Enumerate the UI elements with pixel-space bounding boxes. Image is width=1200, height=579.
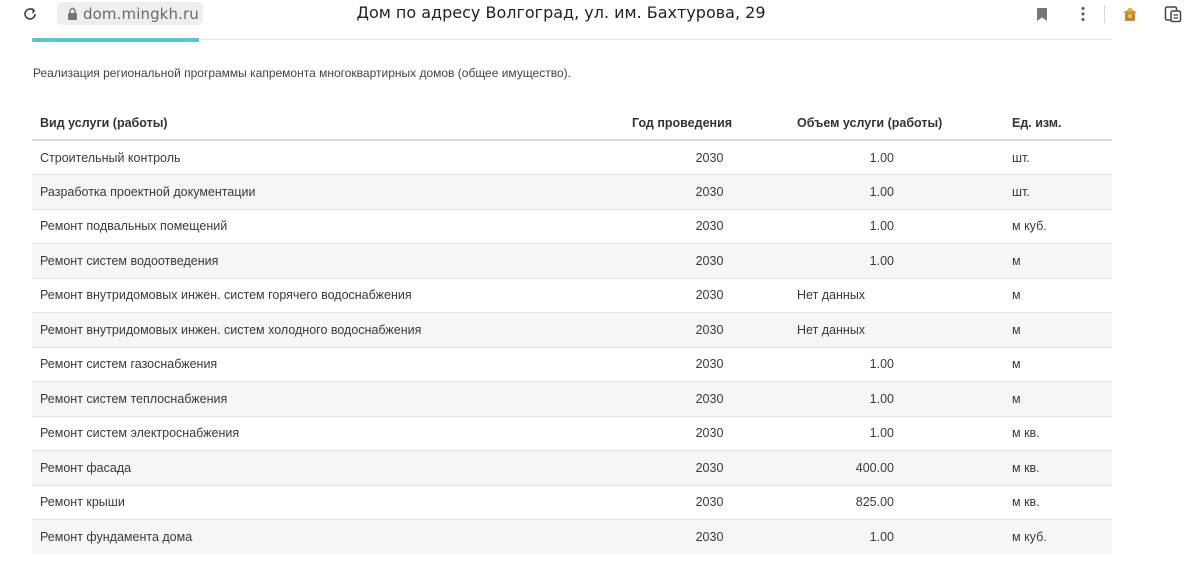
header-year: Год проведения [592, 106, 768, 140]
address-bar[interactable] [57, 2, 203, 25]
menu-dots-icon[interactable] [1072, 3, 1094, 25]
cell-volume-container [768, 451, 990, 486]
lock-icon [61, 7, 83, 21]
cell-unit: м [990, 278, 1112, 313]
side-panel-icon[interactable] [1162, 3, 1184, 25]
cell-year: 2030 [592, 347, 768, 382]
table-row [32, 347, 1112, 382]
browser-toolbar [0, 0, 1200, 28]
cell-volume: Нет данных [797, 322, 866, 337]
section-title: Реализация региональной программы капремонта многоквартирных домов (общее имущество). [33, 66, 571, 80]
cell-unit: м [990, 382, 1112, 417]
table-row [32, 278, 1112, 313]
bookmark-icon[interactable] [1031, 3, 1053, 25]
cell-volume-container [768, 520, 990, 555]
cell-volume-container [768, 347, 990, 382]
cell-year: 2030 [592, 313, 768, 348]
table-header-row [32, 106, 1112, 140]
table-row [32, 140, 1112, 175]
cell-year: 2030 [592, 278, 768, 313]
cell-service: Ремонт систем газоснабжения [32, 347, 592, 382]
header-unit: Ед. изм. [990, 106, 1112, 140]
page-title: Дом по адресу Волгоград, ул. им. Бахтурова, 29 [356, 3, 766, 22]
cell-volume-container [768, 313, 990, 348]
header-volume: Объем услуги (работы) [768, 106, 990, 140]
cell-service: Ремонт систем водоотведения [32, 244, 592, 279]
cell-volume: 825.00 [855, 495, 894, 510]
cell-unit: м кв. [990, 485, 1112, 520]
cell-year: 2030 [592, 175, 768, 210]
cell-volume: 400.00 [855, 460, 894, 475]
cell-unit: м кв. [990, 451, 1112, 486]
cell-year: 2030 [592, 485, 768, 520]
cell-year: 2030 [592, 382, 768, 417]
cell-service: Ремонт подвальных помещений [32, 209, 592, 244]
cell-volume-container [768, 175, 990, 210]
cell-volume: 1.00 [869, 530, 894, 544]
table-row [32, 485, 1112, 520]
cell-volume: 1.00 [869, 426, 894, 441]
cell-year: 2030 [592, 244, 768, 279]
extension-icon[interactable] [1119, 3, 1141, 25]
cell-unit: м [990, 313, 1112, 348]
cell-service: Ремонт систем электроснабжения [32, 416, 592, 451]
table-body [32, 140, 1112, 554]
cell-volume-container [768, 244, 990, 279]
cell-service: Ремонт систем теплоснабжения [32, 382, 592, 417]
cell-volume-container [768, 140, 990, 175]
cell-volume: Нет данных [797, 288, 866, 303]
active-tab-indicator [32, 38, 199, 42]
cell-unit: м куб. [990, 520, 1112, 555]
cell-service: Ремонт внутридомовых инжен. систем холодного водоснабжения [32, 313, 592, 348]
cell-unit: м [990, 347, 1112, 382]
cell-volume-container [768, 416, 990, 451]
cell-volume-container [768, 209, 990, 244]
cell-year: 2030 [592, 520, 768, 555]
cell-volume: 1.00 [869, 357, 894, 372]
cell-service: Разработка проектной документации [32, 175, 592, 210]
cell-unit: шт. [1012, 150, 1030, 165]
cell-year: 2030 [695, 150, 724, 165]
cell-volume: 1.00 [869, 219, 894, 234]
table-row [32, 451, 1112, 486]
toolbar-divider [1104, 5, 1105, 23]
table-row [32, 175, 1112, 210]
cell-year: 2030 [592, 416, 768, 451]
cell-service: Ремонт фасада [32, 451, 592, 486]
cell-service: Строительный контроль [40, 150, 181, 165]
cell-unit: м куб. [990, 209, 1112, 244]
table-row [32, 416, 1112, 451]
cell-unit: м [990, 244, 1112, 279]
table-row [32, 313, 1112, 348]
cell-unit: м кв. [990, 416, 1112, 451]
table-row [32, 244, 1112, 279]
table-row [32, 382, 1112, 417]
cell-volume-container [768, 278, 990, 313]
header-service: Вид услуги (работы) [32, 106, 592, 140]
reload-icon[interactable] [19, 3, 41, 25]
cell-service: Ремонт внутридомовых инжен. систем горячего водоснабжения [32, 278, 592, 313]
cell-service: Ремонт крыши [32, 485, 592, 520]
cell-volume-container [768, 485, 990, 520]
cell-volume: 1.00 [869, 184, 894, 199]
cell-service: Ремонт фундамента дома [32, 520, 592, 555]
address-domain: dom.mingkh.ru [83, 4, 199, 23]
cell-year: 2030 [592, 209, 768, 244]
cell-unit: шт. [990, 175, 1112, 210]
cell-year: 2030 [592, 451, 768, 486]
table-row [32, 209, 1112, 244]
cell-volume: 1.00 [869, 253, 894, 268]
repair-program-table [32, 106, 1112, 554]
table-row [32, 520, 1112, 555]
cell-volume-container [768, 382, 990, 417]
cell-volume: 1.00 [869, 391, 894, 406]
cell-volume: 1.00 [869, 150, 894, 165]
